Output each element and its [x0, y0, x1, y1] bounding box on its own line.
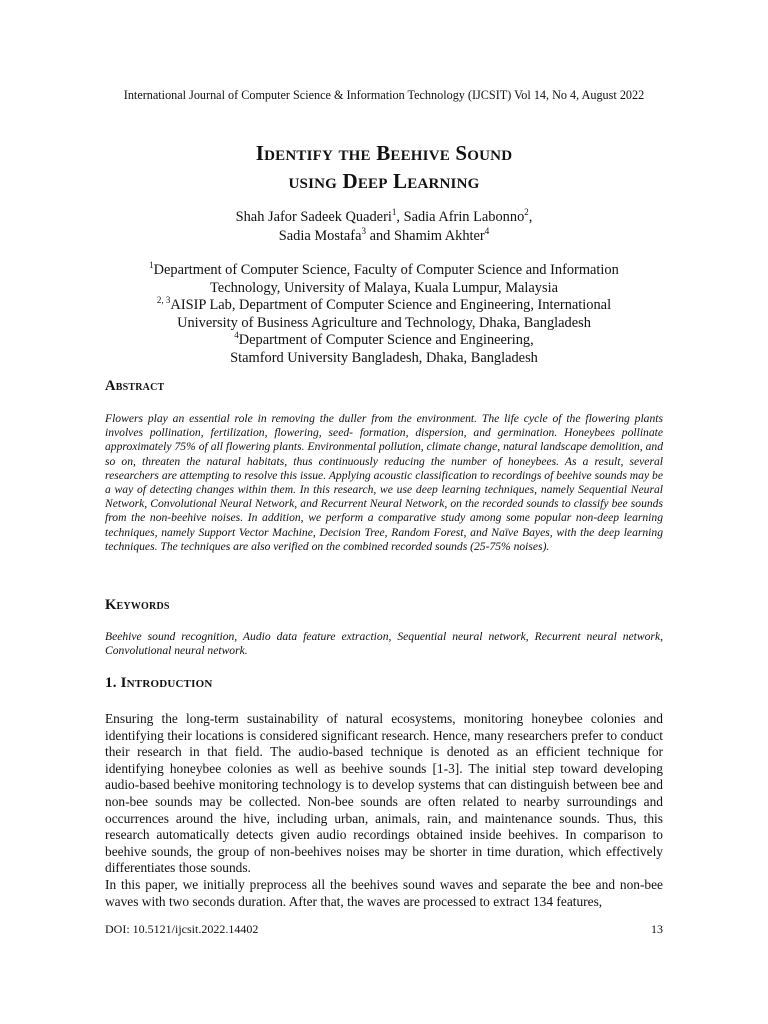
- author-name: Shamim Akhter: [393, 228, 485, 244]
- author-separator: ,: [528, 209, 533, 225]
- author-line-1: [0, 208, 768, 227]
- introduction-paragraph-1: Ensuring the long-term sustainability of natural ecosystems, monitoring honeybee colonies and identifying their locations is considered significant research. Hence, many researchers prefer to conduct their research in that field. The audio-based technique is denoted as an efficient technique for identifying honeybee colonies as well as beehive sounds [1-3]. The initial step toward developing audio-based beehive monitoring technology is to develop systems that can distinguish between bee and non-bee sounds may be collected. Non-bee sounds are often related to nearby surroundings and occurrences around the hive, including urban, animals, rain, and maintenance sounds. Thus, this research automatically detects given audio recordings obtained inside beehives. In comparison to beehive sounds, the group of non-beehives noises may be shorter in time duration, which effectively differentiates those sounds.: [105, 711, 663, 876]
- author-sup: 3: [361, 226, 366, 237]
- affiliation-text: AISIP Lab, Department of Computer Science and Engineering, International: [170, 297, 612, 313]
- affiliation-sup: 4: [234, 330, 239, 341]
- affiliation-line: University of Business Agriculture and Technology, Dhaka, Bangladesh: [177, 314, 591, 331]
- author-name: Sadia Afrin Labonno: [403, 209, 525, 225]
- author-list: [0, 208, 768, 246]
- affiliation-sup: 2, 3: [156, 295, 171, 306]
- affiliation-text: Department of Computer Science and Engineering,: [238, 332, 534, 348]
- author-name: Shah Jafor Sadeek Quaderi: [235, 209, 392, 225]
- abstract-text: Flowers play an essential role in removing the duller from the environment. The life cycle of the flowering plants involves pollination, fertilization, flowering, seed- formation, dispersion, and germination. Honeybees pollinate approximately 75% of all flowering plants. Environmental pollution, climate change, natural landscape demolition, and so on, threaten the natural habitats, thus continuously reducing the number of honeybees. As a result, several researchers are attempting to resolve this issue. Applying acoustic classification to recordings of beehive sounds may be a way of detecting changes within them. In this research, we use deep learning techniques, namely Sequential Neural Network, Convolutional Neural Network, and Recurrent Neural Network, on the recorded sounds to classify bee sounds from the non-beehive noises. In addition, we perform a comparative study among some popular non-deep learning techniques, namely Support Vector Machine, Decision Tree, Random Forest, and Naïve Bayes, with the deep learning techniques. The techniques are also verified on the combined recorded sounds (25-75% noises).: [105, 412, 663, 553]
- title-line-1: Identify the Beehive Sound: [255, 141, 513, 165]
- affiliation-line: [0, 262, 768, 280]
- affiliation-line: [0, 332, 768, 350]
- keywords-heading: Keywords: [105, 597, 170, 613]
- affiliation-line: Stamford University Bangladesh, Dhaka, Bangladesh: [230, 349, 538, 366]
- paper-title: [0, 139, 768, 195]
- author-sup: 2: [524, 207, 529, 218]
- keywords-text: Beehive sound recognition, Audio data feature extraction, Sequential neural network, Recurrent neural network, Convolutional neural network.: [105, 630, 663, 658]
- author-line-2: [0, 227, 768, 246]
- introduction-heading: 1. Introduction: [105, 675, 213, 691]
- introduction-paragraph-2: In this paper, we initially preprocess all the beehives sound waves and separate the bee and non-bee waves with two seconds duration. After that, the waves are processed to extract 134 features,: [105, 877, 663, 909]
- author-name: Sadia Mostafa: [278, 228, 362, 244]
- affiliation-text: Department of Computer Science, Faculty of Computer Science and Information: [153, 262, 619, 278]
- title-line-2: using Deep Learning: [288, 169, 480, 193]
- affiliations: [0, 262, 768, 367]
- abstract-heading: Abstract: [105, 378, 165, 394]
- author-separator: and: [366, 228, 394, 244]
- affiliation-line: [0, 297, 768, 315]
- affiliation-sup: 1: [149, 260, 154, 271]
- footer-doi: DOI: 10.5121/ijcsit.2022.14402: [105, 922, 259, 936]
- page-number: 13: [651, 922, 663, 936]
- author-sup: 1: [391, 207, 397, 218]
- author-separator: ,: [396, 209, 404, 225]
- author-sup: 4: [484, 226, 490, 237]
- running-head: International Journal of Computer Science & Information Technology (IJCSIT) Vol 14, No 4, August 2022: [123, 88, 645, 102]
- affiliation-line: Technology, University of Malaya, Kuala Lumpur, Malaysia: [210, 279, 558, 296]
